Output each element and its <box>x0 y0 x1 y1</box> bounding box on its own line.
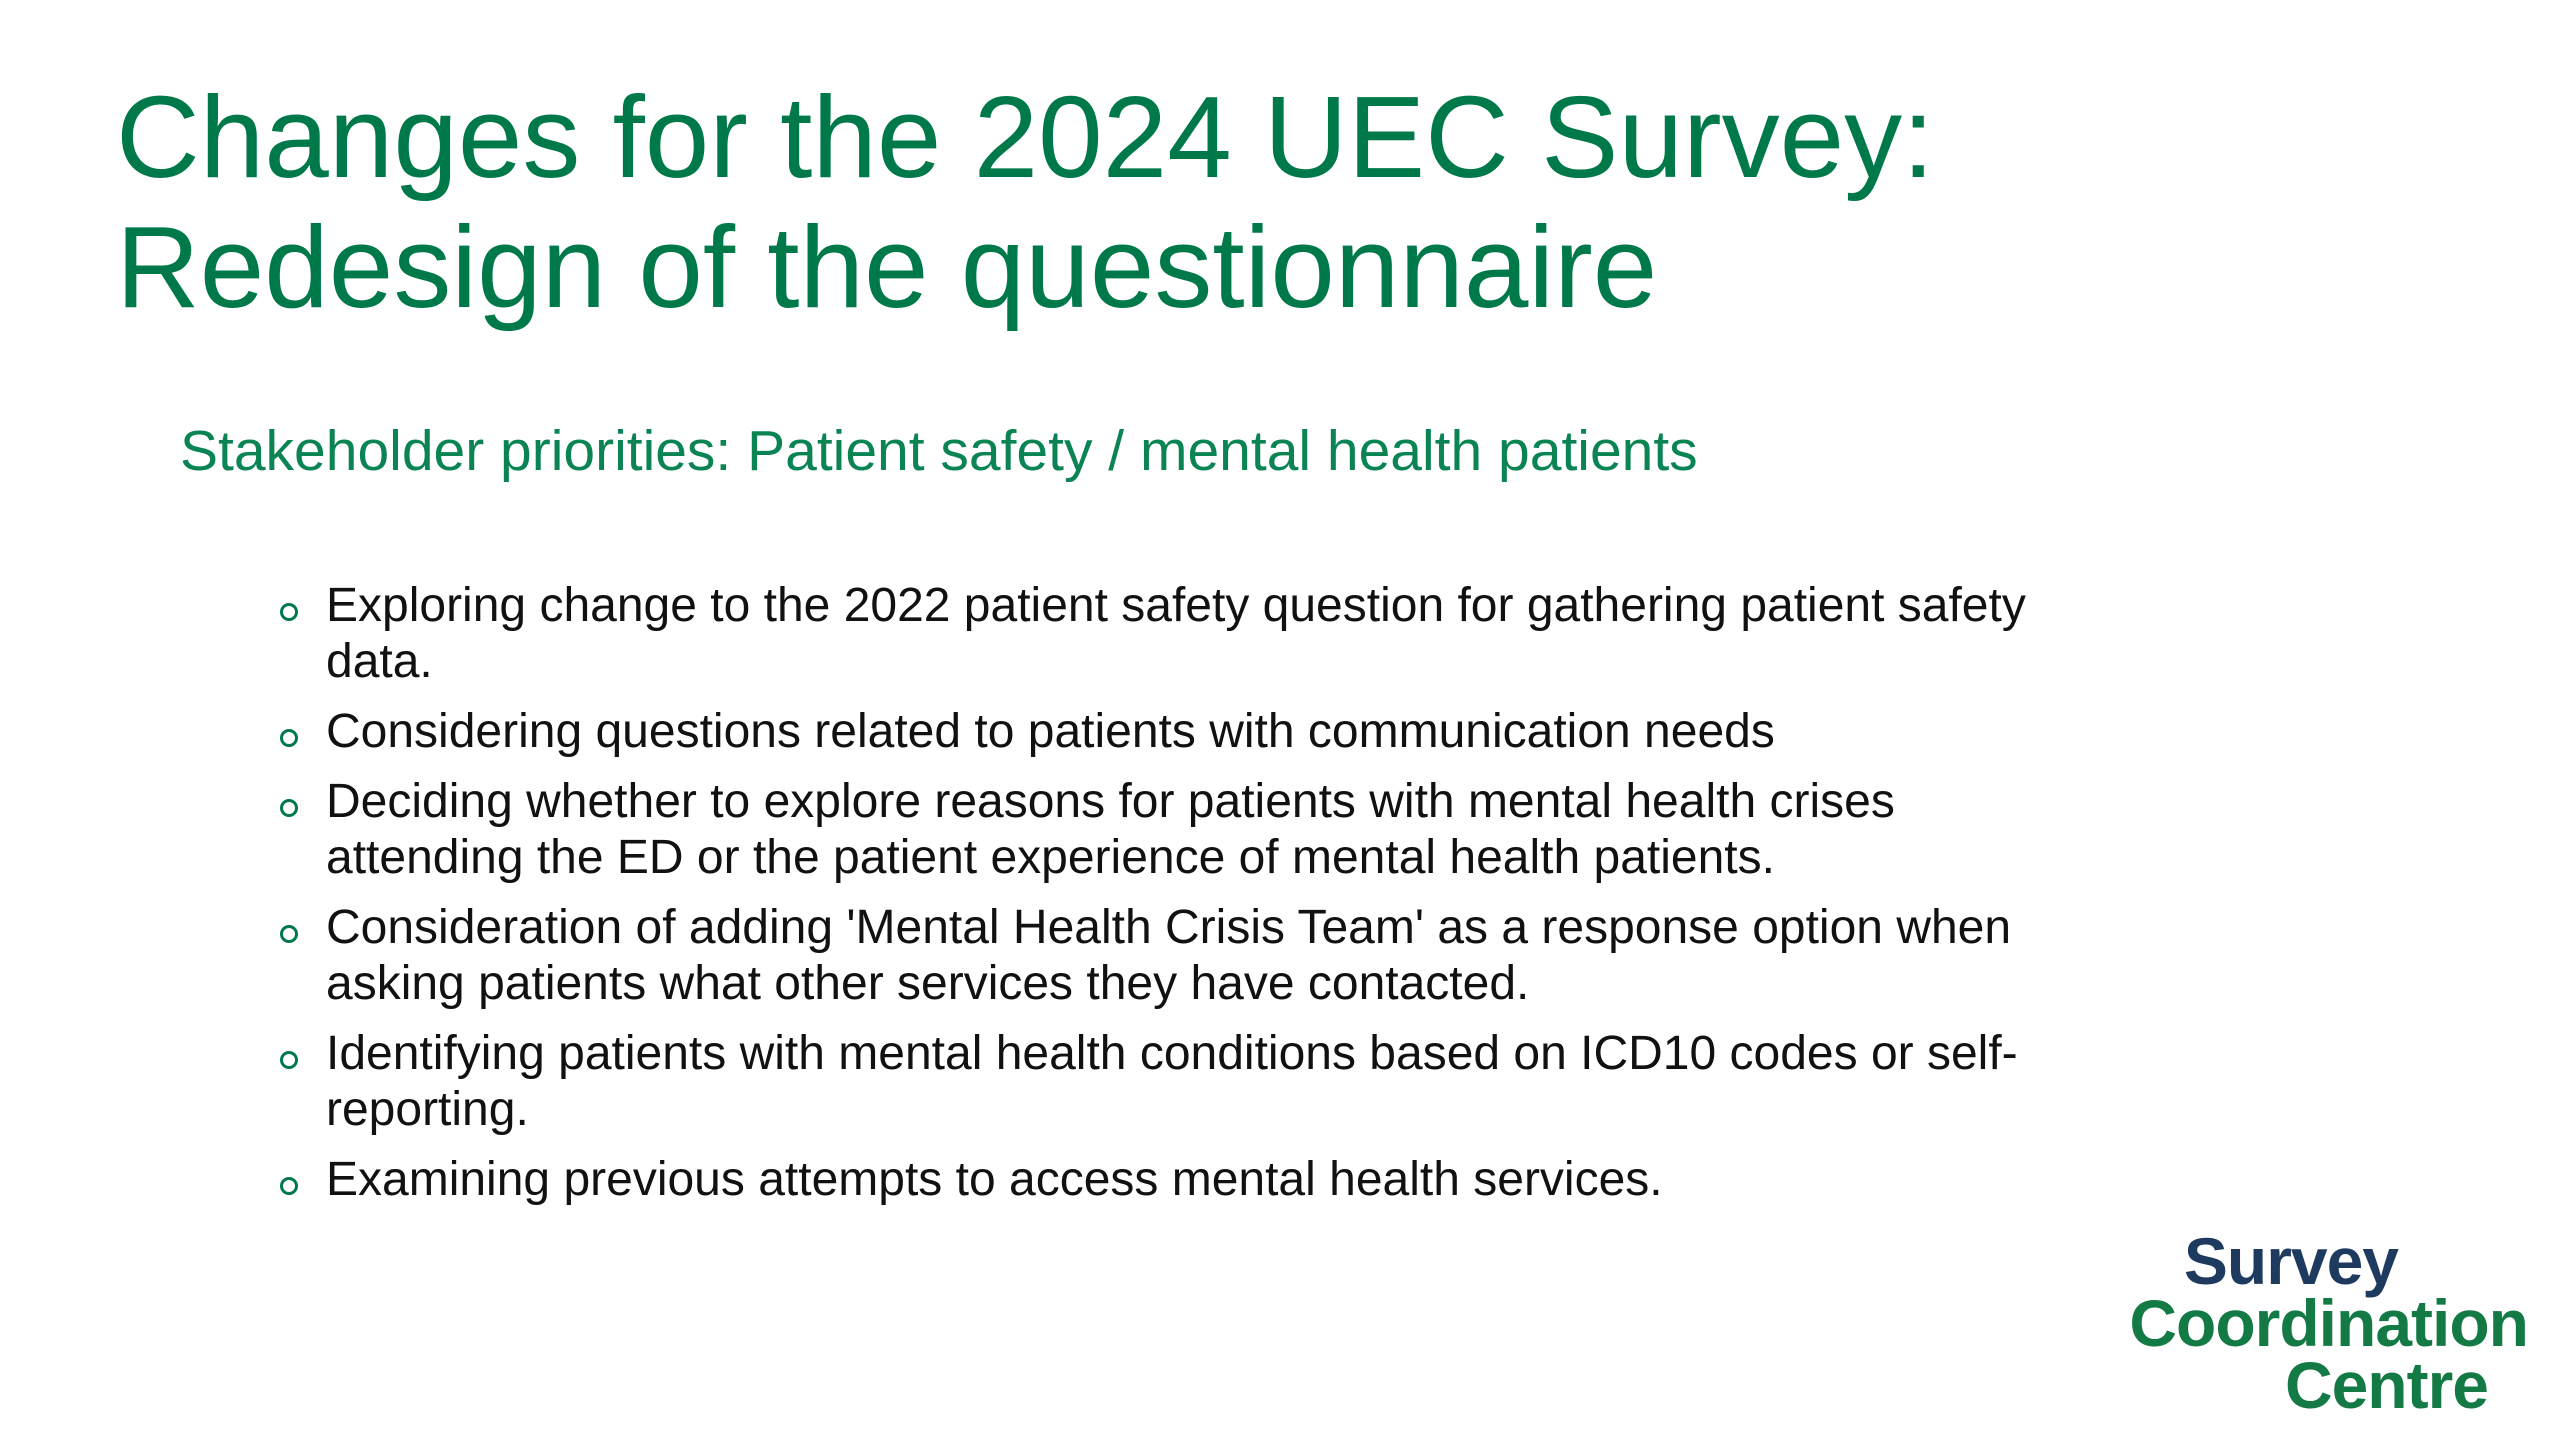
hollow-circle-icon <box>280 799 298 817</box>
hollow-circle-icon <box>280 1177 298 1195</box>
survey-coordination-centre-logo <box>2129 1224 2528 1422</box>
logo-line-centre: Centre <box>2284 1348 2488 1422</box>
slide-subtitle: Stakeholder priorities: Patient safety / mental health patients <box>180 419 1698 483</box>
bullet-text: Deciding whether to explore reasons for patients with mental health crises attending the ED or the patient experience of mental health patients. <box>326 775 1895 884</box>
hollow-circle-icon <box>280 925 298 943</box>
slide-title <box>116 72 2216 332</box>
slide-title-line-2: Redesign of the questionnaire <box>116 202 1658 332</box>
bullet-item-patient-safety <box>270 578 2070 690</box>
bullet-item-crisis-team-option <box>270 900 2070 1012</box>
bullet-text: Identifying patients with mental health conditions based on ICD10 codes or self-reporting. <box>326 1027 2018 1136</box>
slide-title-line-1: Changes for the 2024 UEC Survey: <box>116 72 1935 202</box>
hollow-circle-icon <box>280 603 298 621</box>
hollow-circle-icon <box>280 1051 298 1069</box>
bullet-text: Exploring change to the 2022 patient safety question for gathering patient safety data. <box>326 579 2026 688</box>
logo-line-survey: Survey <box>2183 1224 2398 1298</box>
bullet-item-previous-attempts <box>270 1152 2070 1208</box>
bullet-list <box>270 578 2070 1222</box>
bullet-text: Examining previous attempts to access mental health services. <box>326 1153 1663 1206</box>
bullet-text: Considering questions related to patients with communication needs <box>326 705 1775 758</box>
hollow-circle-icon <box>280 729 298 747</box>
bullet-item-communication-needs <box>270 704 2070 760</box>
logo-line-coordination: Coordination <box>2129 1286 2528 1360</box>
bullet-item-mental-health-crises <box>270 774 2070 886</box>
bullet-item-icd10-codes <box>270 1026 2070 1138</box>
bullet-text: Consideration of adding 'Mental Health Crisis Team' as a response option when asking patients what other services they have contacted. <box>326 901 2012 1010</box>
